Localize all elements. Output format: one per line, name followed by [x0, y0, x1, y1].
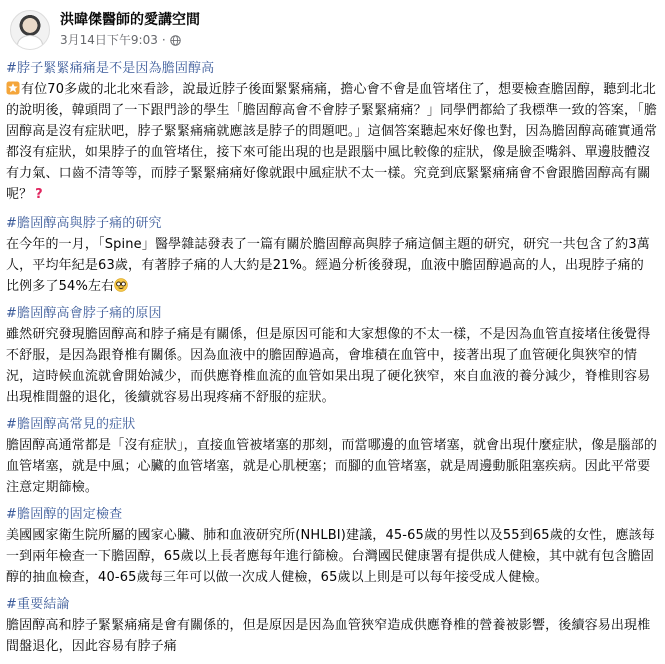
- post-header: [6, 0, 657, 58]
- question-mark-icon: [32, 186, 46, 200]
- section-1: [6, 58, 657, 205]
- section-5: [6, 504, 657, 588]
- hashtag-link[interactable]: #脖子緊緊痛痛是不是因為膽固醇高: [6, 61, 215, 76]
- post-meta: [60, 11, 200, 49]
- globe-icon: [170, 35, 181, 46]
- hashtag-link[interactable]: #重要結論: [6, 597, 70, 612]
- section-2: [6, 213, 657, 297]
- post-body: [6, 58, 657, 657]
- section-3: [6, 303, 657, 408]
- svg-text:?: ?: [35, 187, 44, 200]
- hashtag-link[interactable]: #膽固醇的固定檢查: [6, 507, 123, 522]
- post-subline: [60, 32, 200, 49]
- hashtag-link[interactable]: #膽固醇高常見的症狀: [6, 417, 136, 432]
- section-text: 膽固醇高和脖子緊緊痛痛是會有關係的，但是原因是因為血管狹窄造成供應脊椎的營養被影響，後續容易出現椎間盤退化，因此容易有脖子痛: [6, 618, 651, 654]
- section-text: 雖然研究發現膽固醇高和脖子痛是有關係，但是原因可能和大家想像的不太一樣，不是因為血管直接堵住後覺得不舒服，是因為跟脊椎有關係。因為血液中的膽固醇過高，會堆積在血管中，接著出現了血管硬化與狹窄的情況，這時候血流就會開始減少，而供應脊椎血流的血管如果出現了硬化狹窄，來自血液的養分減少，脊椎則容易出現椎間盤的退化，後續就容易出現疼痛不舒服的症狀。: [6, 327, 651, 405]
- post-timestamp[interactable]: 3月14日下午9:03: [60, 33, 158, 47]
- section-text: 膽固醇高通常都是「沒有症狀」，直接血管被堵塞的那刻，而當哪邊的血管堵塞，就會出現什麼症狀，像是腦部的血管堵塞，就是中風；心臟的血管堵塞，就是心肌梗塞；而腳的血管堵塞，就是周邊動脈阻塞疾病。因此平常要注意定期篩檢。: [6, 438, 658, 495]
- section-text: 在今年的一月，「Spine」醫學雜誌發表了一篇有關於膽固醇高與脖子痛這個主題的研究，研究一共包含了約3萬人，平均年紀是63歲，有著脖子痛的人大約是21%。經過分析後發現，血液中膽固醇過高的人，出現脖子痛的比例多了54%左右: [6, 237, 650, 294]
- page-name-link[interactable]: 洪暐傑醫師的愛講空間: [60, 12, 200, 28]
- section-6: [6, 594, 657, 657]
- star-badge-icon: [6, 81, 20, 95]
- avatar[interactable]: [10, 10, 50, 50]
- section-4: [6, 414, 657, 498]
- section-text: 有位70多歲的北北來看診，說最近脖子後面緊緊痛痛，擔心會不會是血管堵住了，想要檢查膽固醇，聽到北北的說明後，韓頭問了一下跟門診的學生「膽固醇高會不會脖子緊緊痛痛？」同學們都給了我標準一致的答案，「膽固醇高是沒有症狀吧，脖子緊緊痛痛就應該是脖子的問題吧。」這個答案聽起來好像也對，因為膽固醇高確實通常都沒有症狀，如果脖子的血管堵住，接下來可能出現的也是跟腦中風比較像的症狀，像是臉歪嘴斜、單邊肢體沒有力氣、口齒不清等等，而脖子緊緊痛痛好像就跟中風症狀不太一樣。究竟到底緊緊痛痛會不會跟膽固醇高有關呢？ ?: [6, 82, 658, 202]
- separator-dot: ·: [161, 33, 166, 47]
- hashtag-link[interactable]: #膽固醇高與脖子痛的研究: [6, 216, 162, 231]
- section-text: 美國國家衛生院所屬的國家心臟、肺和血液研究所(NHLBI)建議，45-65歲的男性以及55到65歲的女性，應該每一到兩年檢查一下膽固醇，65歲以上長者應每年進行篩檢。台灣國民健康署有提供成人健檢，其中就有包含膽固醇的抽血檢查，40-65歲每三年可以做一次成人健檢，65歲以上則是可以每年接受成人健檢。: [6, 528, 655, 585]
- hashtag-link[interactable]: #膽固醇高會脖子痛的原因: [6, 306, 162, 321]
- nerd-face-icon: [114, 278, 128, 292]
